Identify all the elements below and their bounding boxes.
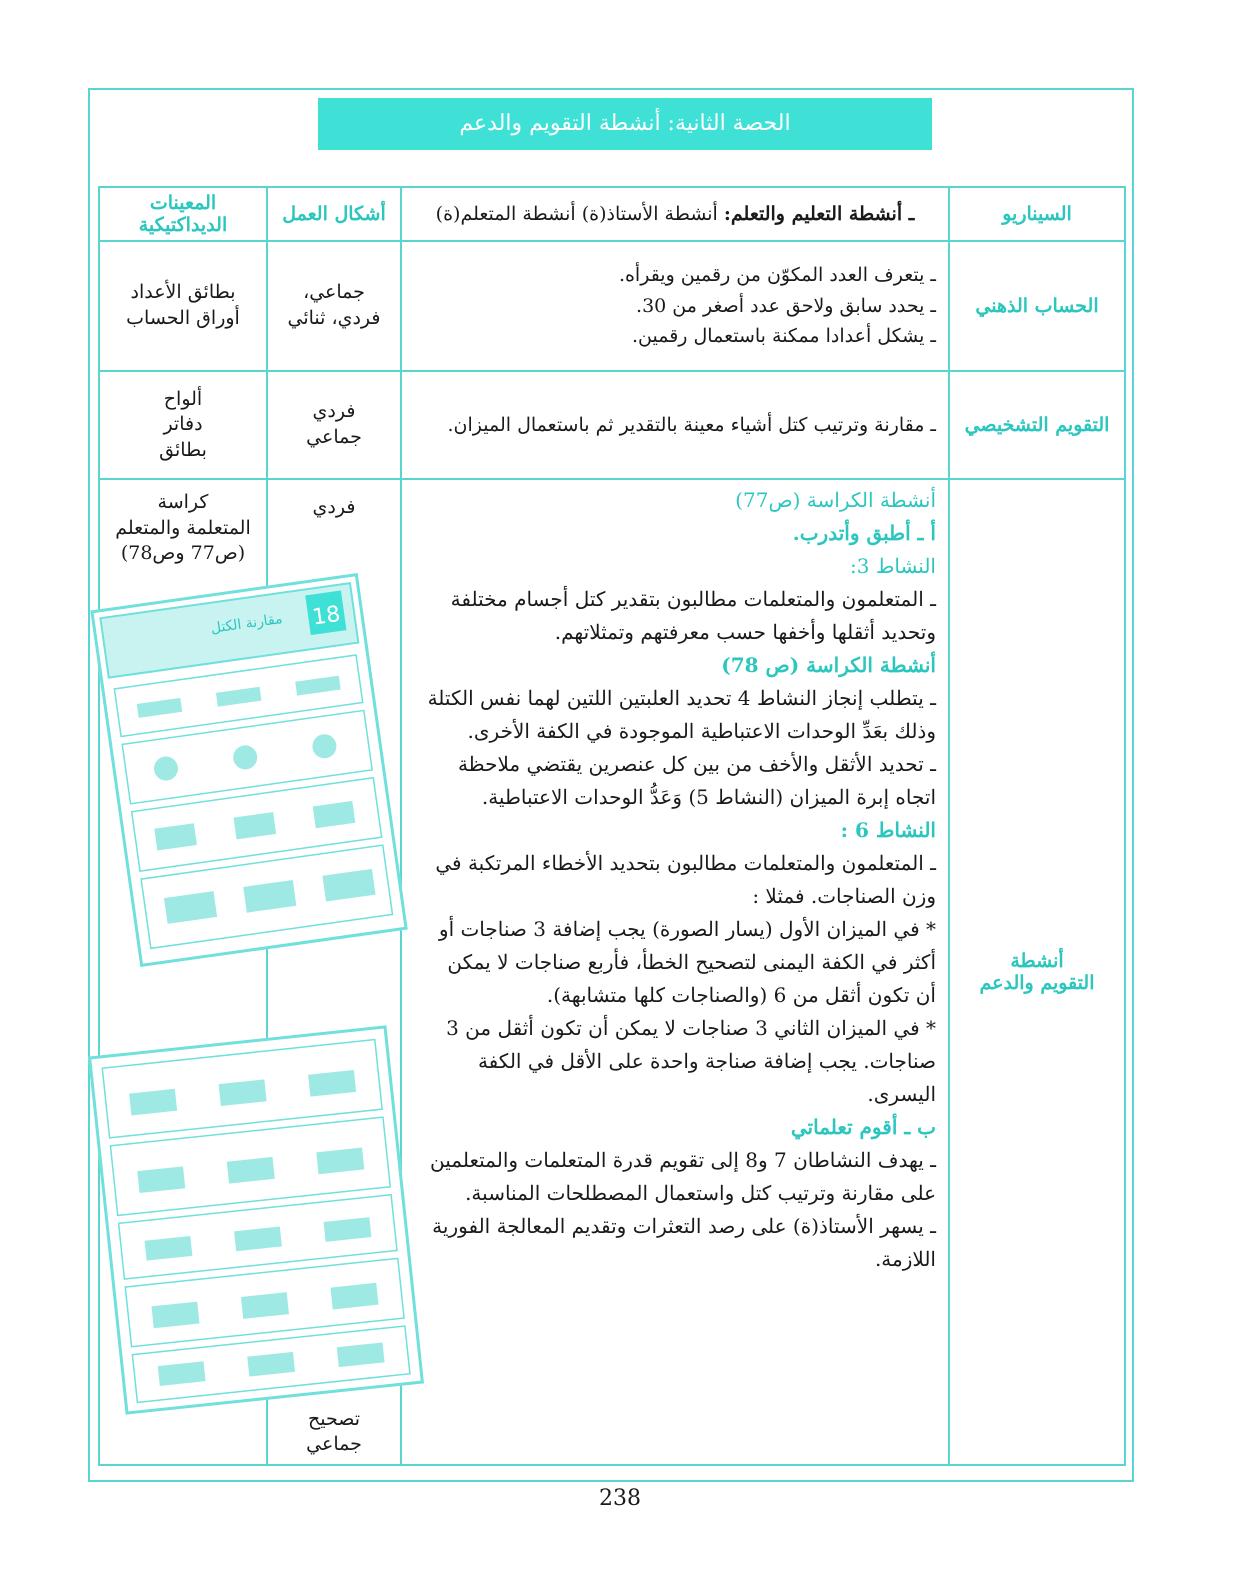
diagnostic-work-forms	[267, 371, 401, 479]
list-item: على مقارنة وترتيب كتل واستعمال المصطلحات المناسبة.	[465, 1181, 936, 1205]
table-row	[99, 241, 1125, 371]
list-item: ـ يشكل أعدادا ممكنة باستعمال رقمين.	[631, 325, 936, 348]
activity-heading: النشاط 6 :	[840, 818, 936, 842]
list-item: أن تكون أثقل من 6 (والصناجات كلها متشابهة).	[546, 983, 936, 1007]
aid: ألواح	[163, 387, 203, 410]
list-item: أكثر في الكفة اليمنى لتصحيح الخطأ، فأربع صناجات لا يمكن	[447, 950, 936, 974]
workbook-page-77-image	[90, 573, 407, 967]
list-item: ـ مقارنة وترتيب كتل أشياء معينة بالتقدير ثم باستعمال الميزان.	[447, 413, 936, 436]
list-item: اتجاه إبرة الميزان (النشاط 5) وَعَدُّ الوحدات الاعتباطية.	[481, 785, 936, 809]
page-number: 238	[599, 1486, 641, 1511]
list-item: ـ يسهر الأستاذ(ة) على رصد التعثرات وتقديم المعالجة الفورية	[432, 1214, 936, 1238]
evaluation-activities	[401, 479, 949, 1465]
scenario-mental-calc: الحساب الذهني	[949, 241, 1125, 371]
list-item: ـ يتعرف العدد المكوّن من رقمين ويقرأه.	[618, 264, 936, 287]
aid: بطائق	[159, 438, 207, 461]
aid: أوراق الحساب	[126, 307, 240, 329]
list-item: ـ المتعلمون والمتعلمات مطالبون بتقدير كتل أجسام مختلفة	[450, 587, 936, 611]
aid: دفاتر	[163, 413, 203, 436]
list-item: وذلك بعَدِّ الوحدات الاعتباطية الموجودة في الكفة الأخرى.	[467, 719, 936, 743]
list-item: ـ المتعلمون والمتعلمات مطالبون بتحديد الأخطاء المرتكبة في	[435, 851, 936, 875]
list-item: ـ يهدف النشاطان 7 و8 إلى تقويم قدرة المتعلمات والمتعلمين	[430, 1148, 936, 1172]
work-form: جماعي،	[303, 281, 365, 304]
list-item: * في الميزان الأول (يسار الصورة) يجب إضافة 3 صناجات أو	[438, 917, 936, 941]
diagnostic-activities	[401, 371, 949, 479]
mental-calc-aids	[99, 241, 267, 371]
aid: (ص77 وص78)	[120, 542, 246, 565]
aid: المتعلمة والمتعلم	[115, 516, 251, 539]
header-activities-bold: ـ أنشطة التعليم والتعلم:	[723, 203, 915, 225]
session-banner: الحصة الثانية: أنشطة التقويم والدعم	[318, 98, 932, 150]
list-item: وزن الصناجات. فمثلا :	[752, 884, 936, 908]
scenario-evaluation-support	[949, 479, 1125, 1465]
list-item: ـ يتطلب إنجاز النشاط 4 تحديد العلبتين اللتين لهما نفس الكتلة	[427, 686, 936, 710]
list-item: ـ يحدد سابق ولاحق عدد أصغر من 30.	[636, 294, 936, 317]
aid: بطائق الأعداد	[130, 281, 236, 304]
work-form: جماعي	[306, 426, 362, 448]
workbook-heading: أنشطة الكراسة (ص 78)	[721, 653, 936, 677]
scenario-line: التقويم والدعم	[979, 972, 1095, 994]
table-row	[99, 371, 1125, 479]
work-form: فردي، ثنائي	[287, 307, 381, 329]
work-form-bottom	[268, 1407, 400, 1458]
list-item: صناجات. يجب إضافة صناجة واحدة على الأقل في الكفة	[477, 1049, 936, 1073]
header-work-forms: أشكال العمل	[267, 187, 401, 241]
header-activities-rest: أنشطة الأستاذ(ة) أنشطة المتعلم(ة)	[435, 203, 724, 225]
list-item: وتحديد أثقلها وأخفها حسب معرفتهم وتمثلاتهم.	[554, 620, 936, 644]
work-form: فردي	[312, 400, 356, 423]
work-form: فردي	[312, 496, 356, 518]
aid: كراسة	[157, 491, 209, 513]
list-item: اللازمة.	[874, 1247, 936, 1271]
scenario-diagnostic: التقويم التشخيصي	[949, 371, 1125, 479]
scenario-line: أنشطة	[1010, 950, 1064, 972]
activity-heading: النشاط 3:	[850, 554, 936, 578]
lesson-number-badge: 18	[310, 601, 342, 631]
section-subtitle: ب ـ أقوم تعلماتي	[790, 1115, 936, 1139]
lesson-title: مقارنة الكتل	[209, 610, 284, 637]
list-item: اليسرى.	[867, 1082, 936, 1106]
diagnostic-aids	[99, 371, 267, 479]
list-item: * في الميزان الثاني 3 صناجات لا يمكن أن تكون أثقل من 3	[446, 1016, 936, 1040]
work-form: جماعي	[306, 1433, 362, 1456]
section-subtitle: أ ـ أطبق وأتدرب.	[792, 521, 936, 545]
mental-calc-activities	[401, 241, 949, 371]
workbook-page-77-drawing	[94, 576, 405, 963]
mental-calc-work-forms	[267, 241, 401, 371]
workbook-page-78-image	[88, 1025, 424, 1414]
header-scenario: السيناريو	[949, 187, 1125, 241]
work-form: تصحيح	[307, 1407, 361, 1430]
header-didactic-aids: المعينات الديداكتيكية	[99, 187, 267, 241]
header-activities	[401, 187, 949, 241]
list-item: ـ تحديد الأثقل والأخف من بين كل عنصرين يقتضي ملاحظة	[457, 752, 936, 776]
workbook-page-78-drawing	[91, 1029, 420, 1412]
table-header-row	[99, 187, 1125, 241]
workbook-heading: أنشطة الكراسة (ص77)	[735, 488, 936, 512]
